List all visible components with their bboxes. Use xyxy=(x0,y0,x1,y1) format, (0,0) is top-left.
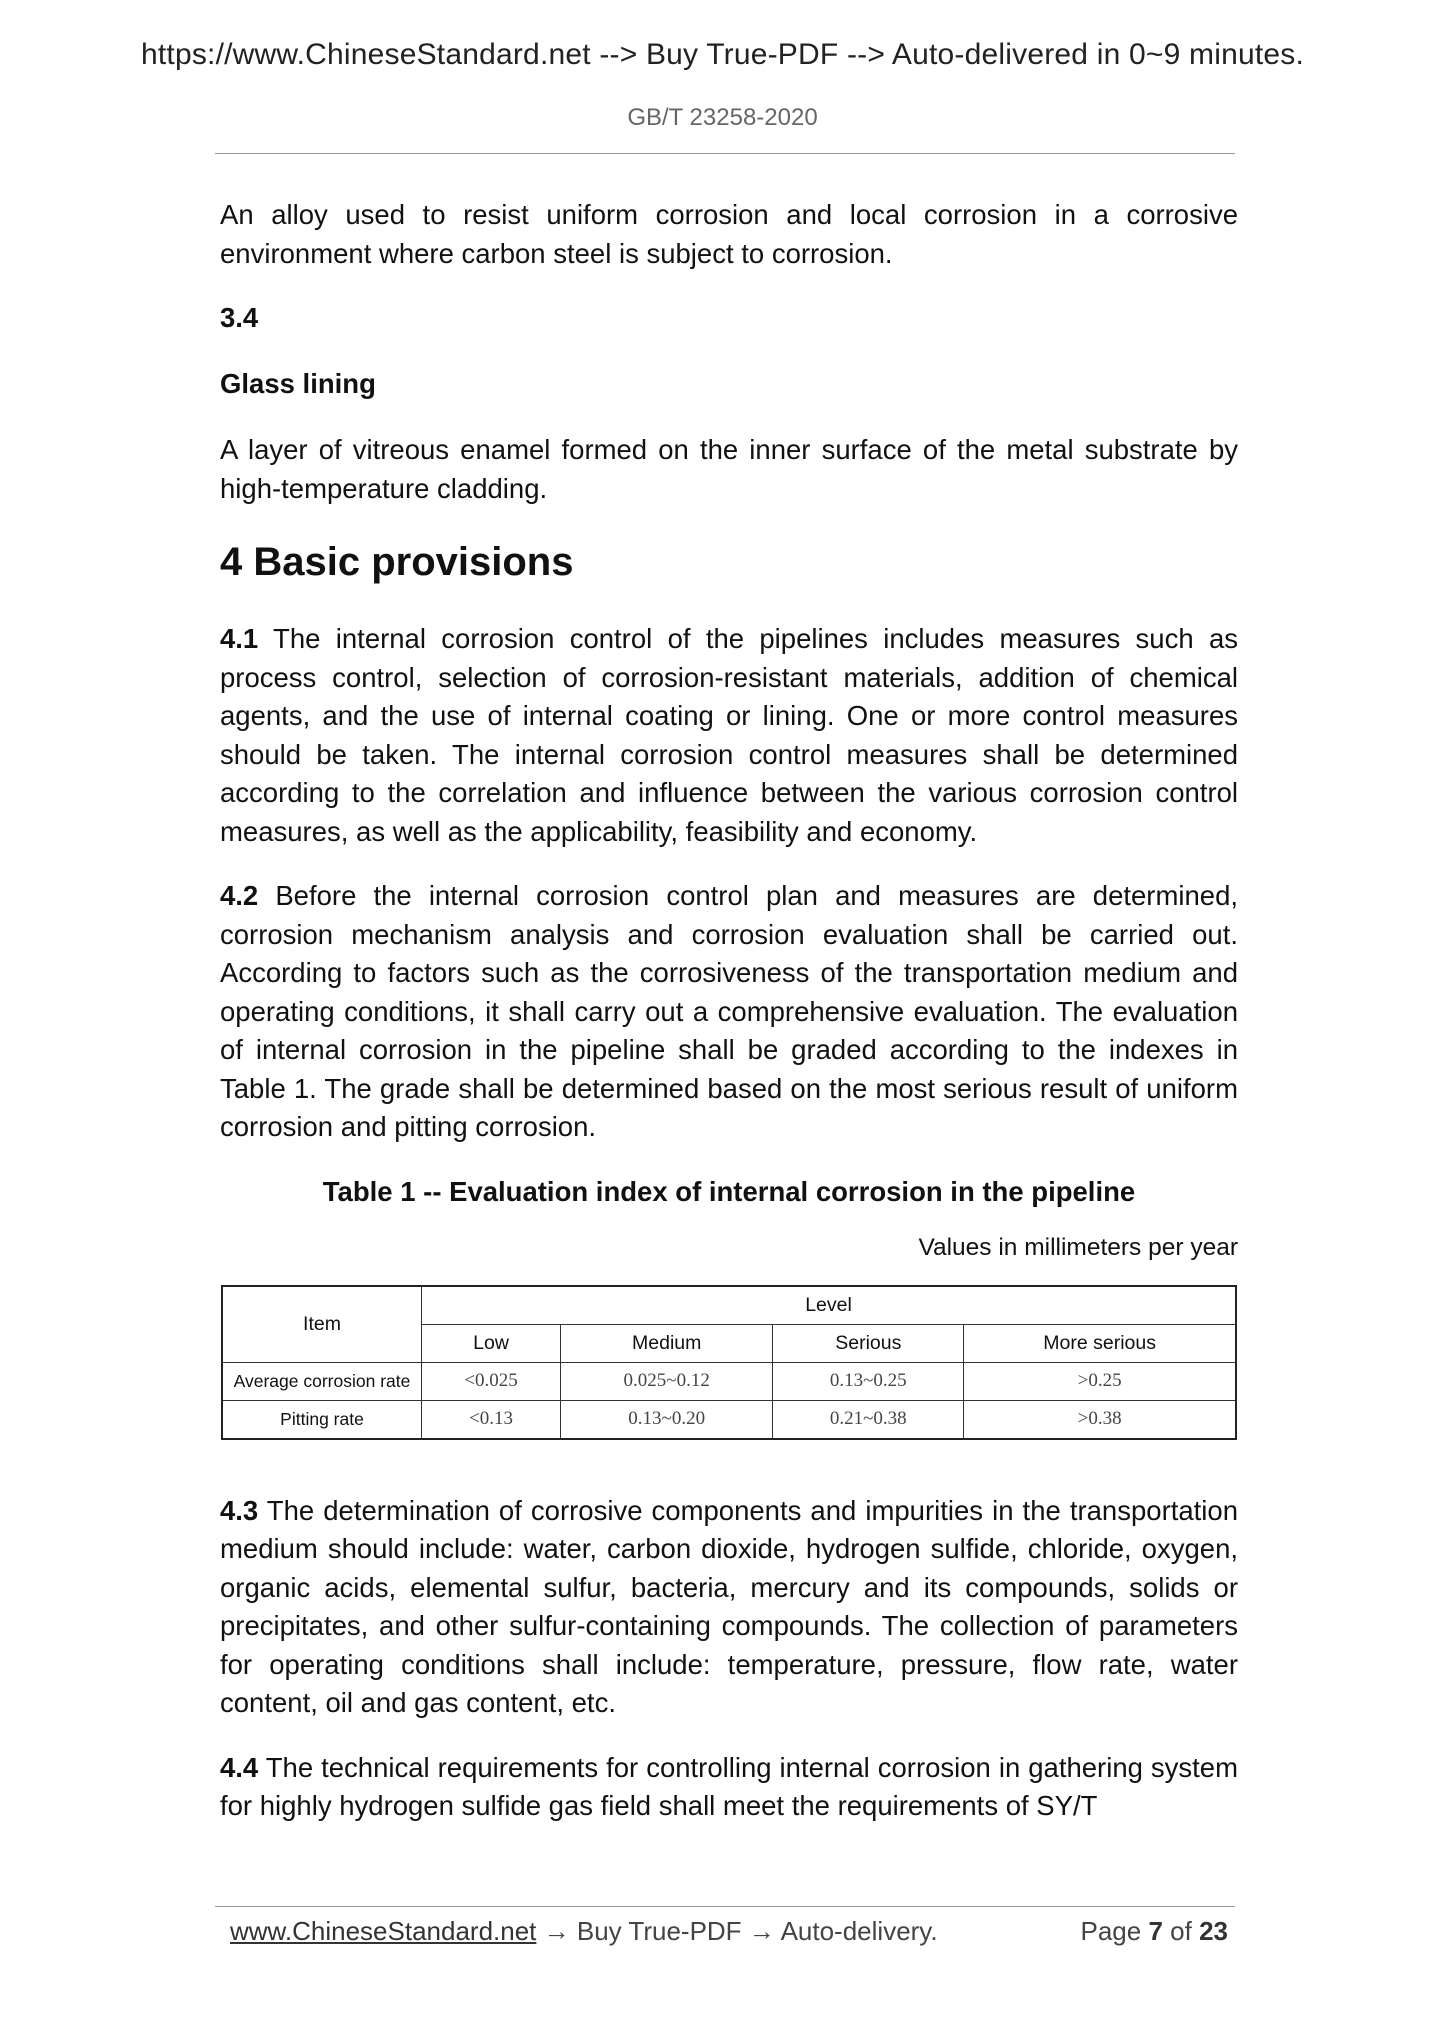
item-header: Item xyxy=(222,1286,422,1363)
page-indicator xyxy=(1080,1916,1228,1947)
row-label: Average corrosion rate xyxy=(222,1362,422,1400)
term-number: 3.4 xyxy=(220,302,259,333)
table-cell: 0.13~0.25 xyxy=(773,1362,964,1400)
level-low: Low xyxy=(422,1324,561,1362)
clause-number: 4.3 xyxy=(220,1494,259,1526)
clause-4-4 xyxy=(220,1749,1238,1826)
table-cell: 0.13~0.20 xyxy=(561,1400,773,1439)
clause-text: The internal corrosion control of the pipelines includes measures such as process control, selection of corrosion-resistant materials, addition of chemical agents, and the use of internal coating or lining. One or more control measures should be taken. The internal corrosion control measures shall be determined according to the correlation and influence between the various corrosion control measures, as well as the applicability, feasibility and economy. xyxy=(220,623,1238,847)
level-medium: Medium xyxy=(561,1324,773,1362)
of-word: of xyxy=(1170,1916,1192,1946)
clause-text: Before the internal corrosion control plan and measures are determined, corrosion mechanism analysis and corrosion evaluation shall be carried out. According to factors such as the corrosiveness of the transportation medium and operating conditions, it shall carry out a comprehensive evaluation. The evaluation of internal corrosion in the pipeline shall be graded according to the indexes in Table 1. The grade shall be determined based on the most serious result of uniform corrosion and pitting corrosion. xyxy=(220,880,1238,1142)
table-cell: <0.025 xyxy=(422,1362,561,1400)
table-cell: >0.38 xyxy=(964,1400,1236,1439)
level-serious: Serious xyxy=(773,1324,964,1362)
top-banner[interactable]: https://www.ChineseStandard.net --> Buy True-PDF --> Auto-delivered in 0~9 minutes. xyxy=(141,38,1304,71)
table-unit-note: Values in millimeters per year xyxy=(918,1233,1238,1261)
footer-divider xyxy=(215,1906,1235,1907)
clause-text: The technical requirements for controlling internal corrosion in gathering system for highly hydrogen sulfide gas field shall meet the requirements of SY/T xyxy=(220,1751,1238,1821)
term-title: Glass lining xyxy=(220,368,376,399)
term-definition: A layer of vitreous enamel formed on the inner surface of the metal substrate by high-temperature cladding. xyxy=(220,434,1238,504)
evaluation-table xyxy=(221,1285,1237,1440)
row-label: Pitting rate xyxy=(222,1400,422,1439)
table-header-row xyxy=(222,1286,1236,1325)
table-cell: <0.13 xyxy=(422,1400,561,1439)
clause-number: 4.1 xyxy=(220,623,259,654)
footer-site-link[interactable]: www.ChineseStandard.net xyxy=(230,1916,537,1946)
clause-text: The determination of corrosive components and impurities in the transportation medium should include: water, carbon dioxide, hydrogen sulfide, chloride, oxygen, organic acids, elemental sulfur, bacteria, mercury and its compounds, solids or precipitates, and other sulfur-containing compounds. The collection of parameters for operating conditions shall include: temperature, pressure, flow rate, water content, oil and gas content, etc. xyxy=(220,1494,1238,1718)
clause-4-3 xyxy=(220,1492,1238,1723)
clause-number: 4.4 xyxy=(220,1751,259,1783)
section-heading: 4 Basic provisions xyxy=(220,540,574,584)
footer-left xyxy=(230,1916,938,1947)
table-cell: 0.21~0.38 xyxy=(773,1400,964,1439)
table-row xyxy=(222,1400,1236,1439)
total-pages: 23 xyxy=(1199,1916,1228,1946)
standard-code: GB/T 23258-2020 xyxy=(627,104,818,131)
table-row xyxy=(222,1362,1236,1400)
clause-number: 4.2 xyxy=(220,880,259,911)
clause-4-1 xyxy=(220,620,1238,851)
table-cell: >0.25 xyxy=(964,1362,1236,1400)
header-divider xyxy=(215,153,1235,154)
footer-tagline: → Buy True-PDF → Auto-delivery. xyxy=(536,1916,938,1946)
table-cell: 0.025~0.12 xyxy=(561,1362,773,1400)
page-content xyxy=(220,196,1238,1852)
table-caption: Table 1 -- Evaluation index of internal corrosion in the pipeline xyxy=(322,1175,1136,1207)
level-header: Level xyxy=(422,1286,1237,1325)
page-word: Page xyxy=(1080,1916,1142,1946)
level-more-serious: More serious xyxy=(964,1324,1236,1362)
intro-paragraph: An alloy used to resist uniform corrosion and local corrosion in a corrosive environment where carbon steel is subject to corrosion. xyxy=(220,199,1238,269)
page-number: 7 xyxy=(1148,1916,1163,1946)
clause-4-2 xyxy=(220,877,1238,1147)
